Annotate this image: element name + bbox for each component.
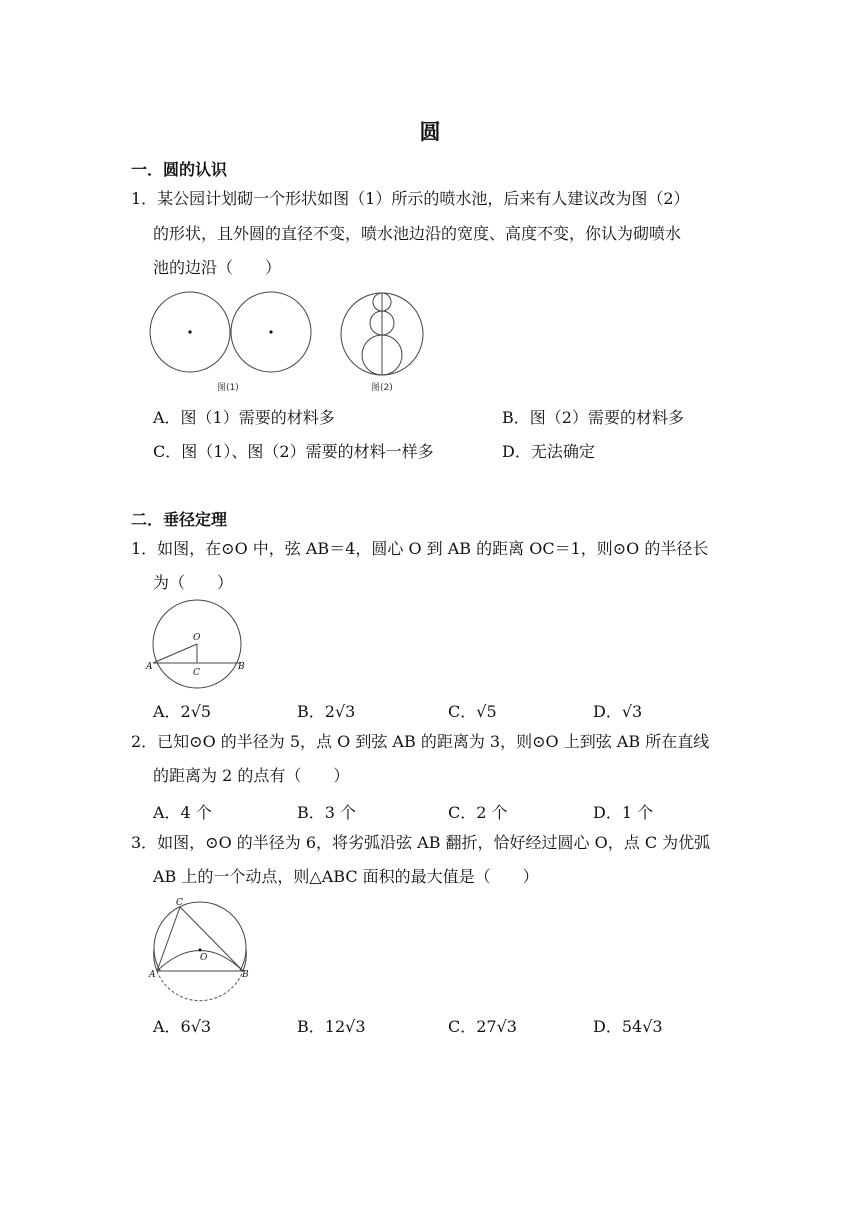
question-text-line: 1．如图，在⊙O 中，弦 AB＝4，圆心 O 到 AB 的距离 OC＝1，则⊙O 的半径长 [131,539,709,558]
segment-oa [153,644,197,663]
figure-folded-arc [148,898,258,998]
label-b: B [238,662,245,672]
option-a: A．6√3 [153,1017,212,1036]
label-o: O [200,953,208,963]
option-c: C．27√3 [448,1017,517,1036]
option-d: D．无法确定 [502,442,595,461]
option-b: B．3 个 [297,803,357,822]
question-text-line: 的形状，且外圆的直径不变，喷水池边沿的宽度、高度不变，你认为砌喷水 [153,224,682,243]
figure-two-circles [148,290,318,380]
option-d: D．1 个 [593,803,654,822]
option-b: B．12√3 [297,1017,366,1036]
option-a: A．图（1）需要的材料多 [153,408,335,427]
fig1-right-center [269,330,272,333]
question-text-line: 的距离为 2 的点有（ ） [153,766,350,785]
label-c: C [193,668,200,678]
label-b: B [242,970,249,980]
option-a: A．4 个 [153,803,212,822]
figure-chord-distance [146,600,250,695]
question-text-line: 2．已知⊙O 的半径为 5，点 O 到弦 AB 的距离为 3，则⊙O 上到弦 AB 所在直线 [131,732,710,751]
option-c: C．2 个 [448,803,508,822]
option-d: D．54√3 [593,1017,663,1036]
fig2-caption: 图(2) [371,383,393,393]
option-c: C．图（1）、图（2）需要的材料一样多 [153,442,434,461]
option-c: C．√5 [448,702,497,721]
option-d: D．√3 [593,702,643,721]
figure-nested-circles [340,290,430,380]
option-b: B．2√3 [297,702,356,721]
section-heading-circle-basics: 一．圆的认识 [131,160,228,179]
fig1-left-center [188,330,191,333]
fig1-caption: 图(1) [217,383,239,393]
label-a: A [146,662,153,672]
option-a: A．2√5 [153,702,212,721]
center-o [199,949,202,952]
option-b: B．图（2）需要的材料多 [502,408,684,427]
label-a: A [149,970,156,980]
section-heading-perpendicular-diameter: 二．垂径定理 [131,510,228,529]
page-title: 圆 [419,119,441,144]
question-text-line: 为（ ） [153,573,234,592]
question-text-line: AB 上的一个动点，则△ABC 面积的最大值是（ ） [153,867,539,886]
question-text-line: 池的边沿（ ） [153,258,282,277]
question-text-line: 3．如图，⊙O 的半径为 6，将劣弧沿弦 AB 翻折，恰好经过圆心 O，点 C 为优弧 [131,833,711,852]
question-text-line: 1．某公园计划砌一个形状如图（1）所示的喷水池，后来有人建议改为图（2） [131,189,690,208]
label-c: C [176,898,183,908]
label-o: O [193,633,201,643]
